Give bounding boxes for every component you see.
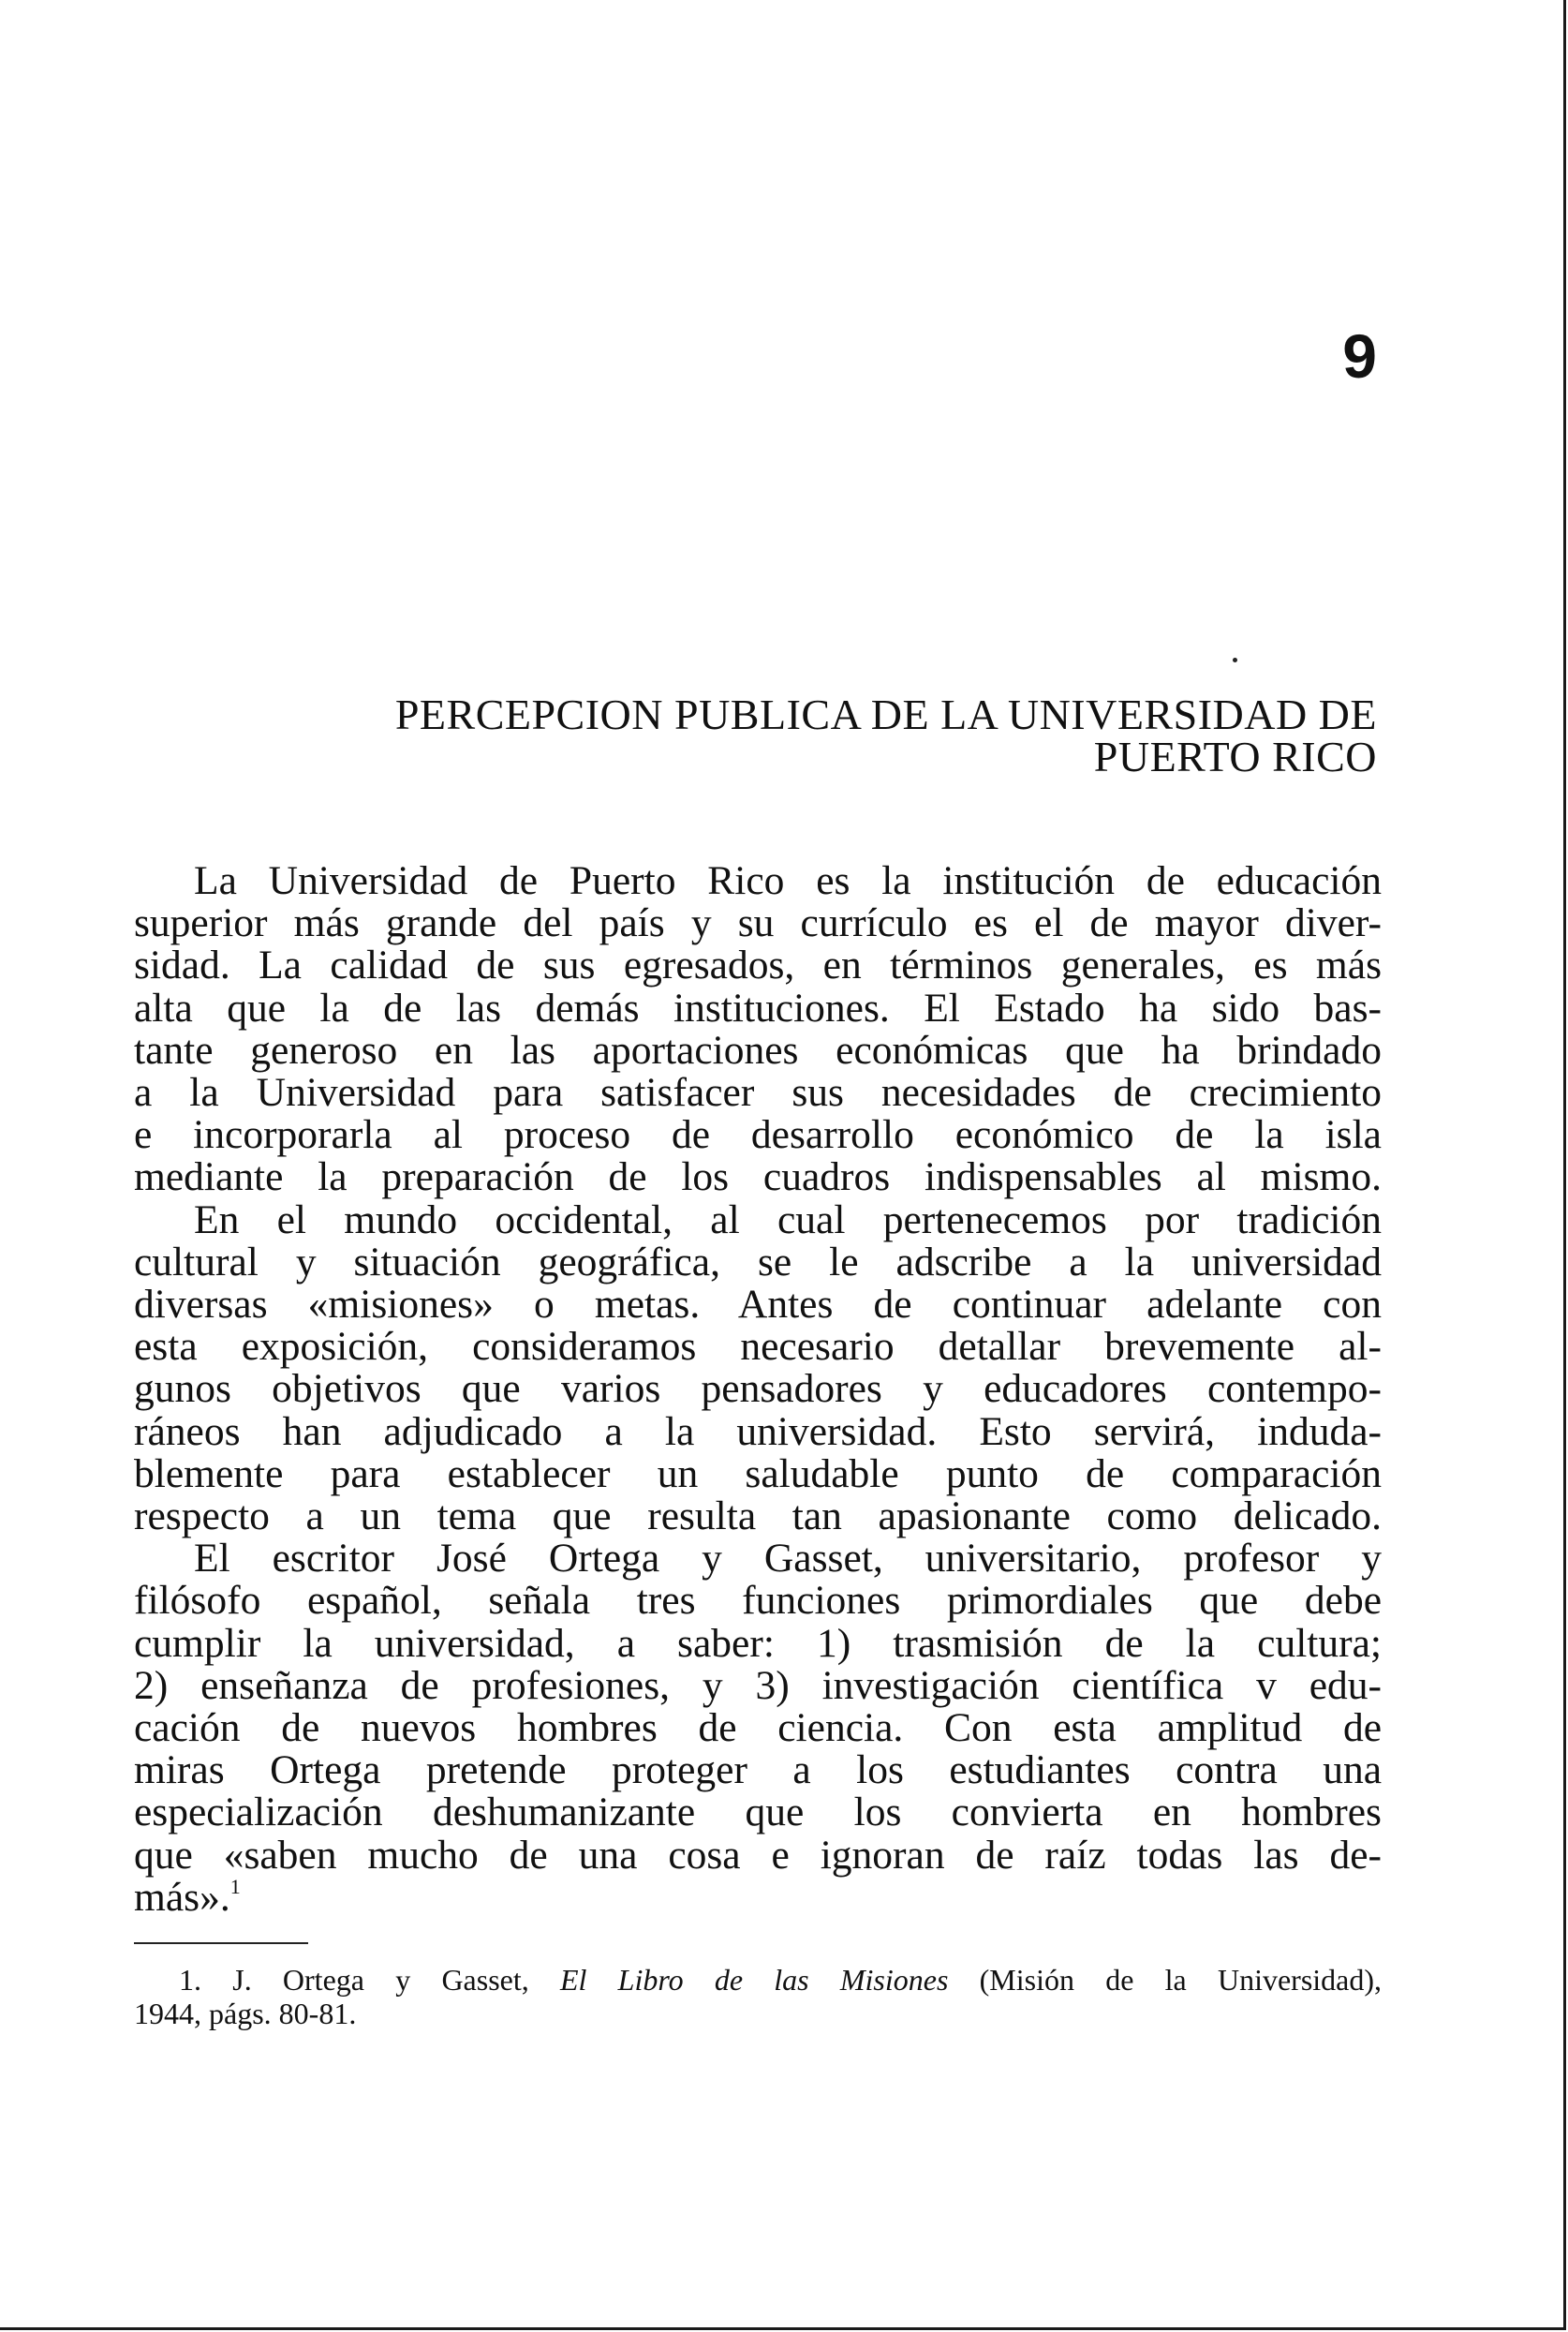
text-line: mediante la preparación de los cuadros indispensables al mismo. [134,1154,1382,1200]
text-line: diversas «misiones» o metas. Antes de continuar adelante con [134,1282,1382,1328]
chapter-title-line-2: PUERTO RICO [1093,733,1377,780]
paragraph-1 [134,860,1382,1199]
footnote-number: 1. [179,1963,201,1997]
text-line: e incorporarla al proceso de desarrollo económico de la isla [134,1112,1382,1158]
footnote-line-2: 1944, págs. 80-81. [134,1997,357,2030]
text-line: más». [134,1874,230,1920]
text-line: cación de nuevos hombres de ciencia. Con esta amplitud de [134,1705,1382,1751]
footnote-work-title: El Libro de las Misiones [560,1963,949,1997]
text-line: que «saben mucho de una cosa e ignoran de raíz todas las de- [134,1832,1382,1878]
text-line: En el mundo occidental, al cual pertenecemos por tradición [194,1196,1382,1242]
text-line: gunos objetivos que varios pensadores y educadores contempo- [134,1366,1382,1412]
footnote-author: J. Ortega y Gasset, [232,1963,529,1997]
text-line: respecto a un tema que resulta tan apasionante como delicado. [134,1493,1382,1539]
text-line: ráneos han adjudicado a la universidad. Esto servirá, induda- [134,1408,1382,1454]
paragraph-3 [134,1537,1382,1919]
footnote-reference[interactable]: 1 [229,1874,241,1898]
body-text [134,860,1382,1919]
footnote-line-1 [134,1963,1382,1997]
text-line: cumplir la universidad, a saber: 1) trasmisión de la cultura; [134,1620,1382,1666]
chapter-title [131,693,1377,778]
text-line: alta que la de las demás instituciones. El Estado ha sido bas- [134,985,1382,1031]
footnote-divider [134,1942,308,1944]
text-line: El escritor José Ortega y Gasset, universitario, profesor y [194,1536,1382,1582]
footnote-details: (Misión de la Universidad), [979,1963,1383,1997]
text-line: cultural y situación geográfica, se le adscribe a la universidad [134,1239,1382,1285]
page-edge-right [1563,0,1566,2327]
text-line: a la Universidad para satisfacer sus necesidades de crecimiento [134,1070,1382,1116]
chapter-number: 9 [1342,321,1377,391]
page-edge-bottom [0,2327,1566,2330]
text-line-last [134,1874,1382,1920]
text-line: esta exposición, consideramos necesario detallar brevemente al- [134,1324,1382,1370]
print-speck [1233,658,1237,662]
chapter-title-line-1: PERCEPCION PUBLICA DE LA UNIVERSIDAD DE [394,691,1377,738]
text-line: especialización deshumanizante que los convierta en hombres [134,1790,1382,1835]
text-line: superior más grande del país y su currículo es el de mayor diver- [134,900,1382,946]
text-line: miras Ortega pretende proteger a los estudiantes contra una [134,1747,1382,1793]
text-line: 2) enseñanza de profesiones, y 3) investigación científica v edu- [134,1662,1382,1708]
text-line: La Universidad de Puerto Rico es la institución de educación [194,858,1382,903]
footnote [134,1963,1382,2030]
text-line: blemente para establecer un saludable punto de comparación [134,1450,1382,1496]
text-line: filósofo español, señala tres funciones primordiales que debe [134,1578,1382,1624]
text-line: sidad. La calidad de sus egresados, en términos generales, es más [134,943,1382,988]
text-line: tante generoso en las aportaciones económicas que ha brindado [134,1027,1382,1073]
paragraph-2 [134,1196,1382,1539]
